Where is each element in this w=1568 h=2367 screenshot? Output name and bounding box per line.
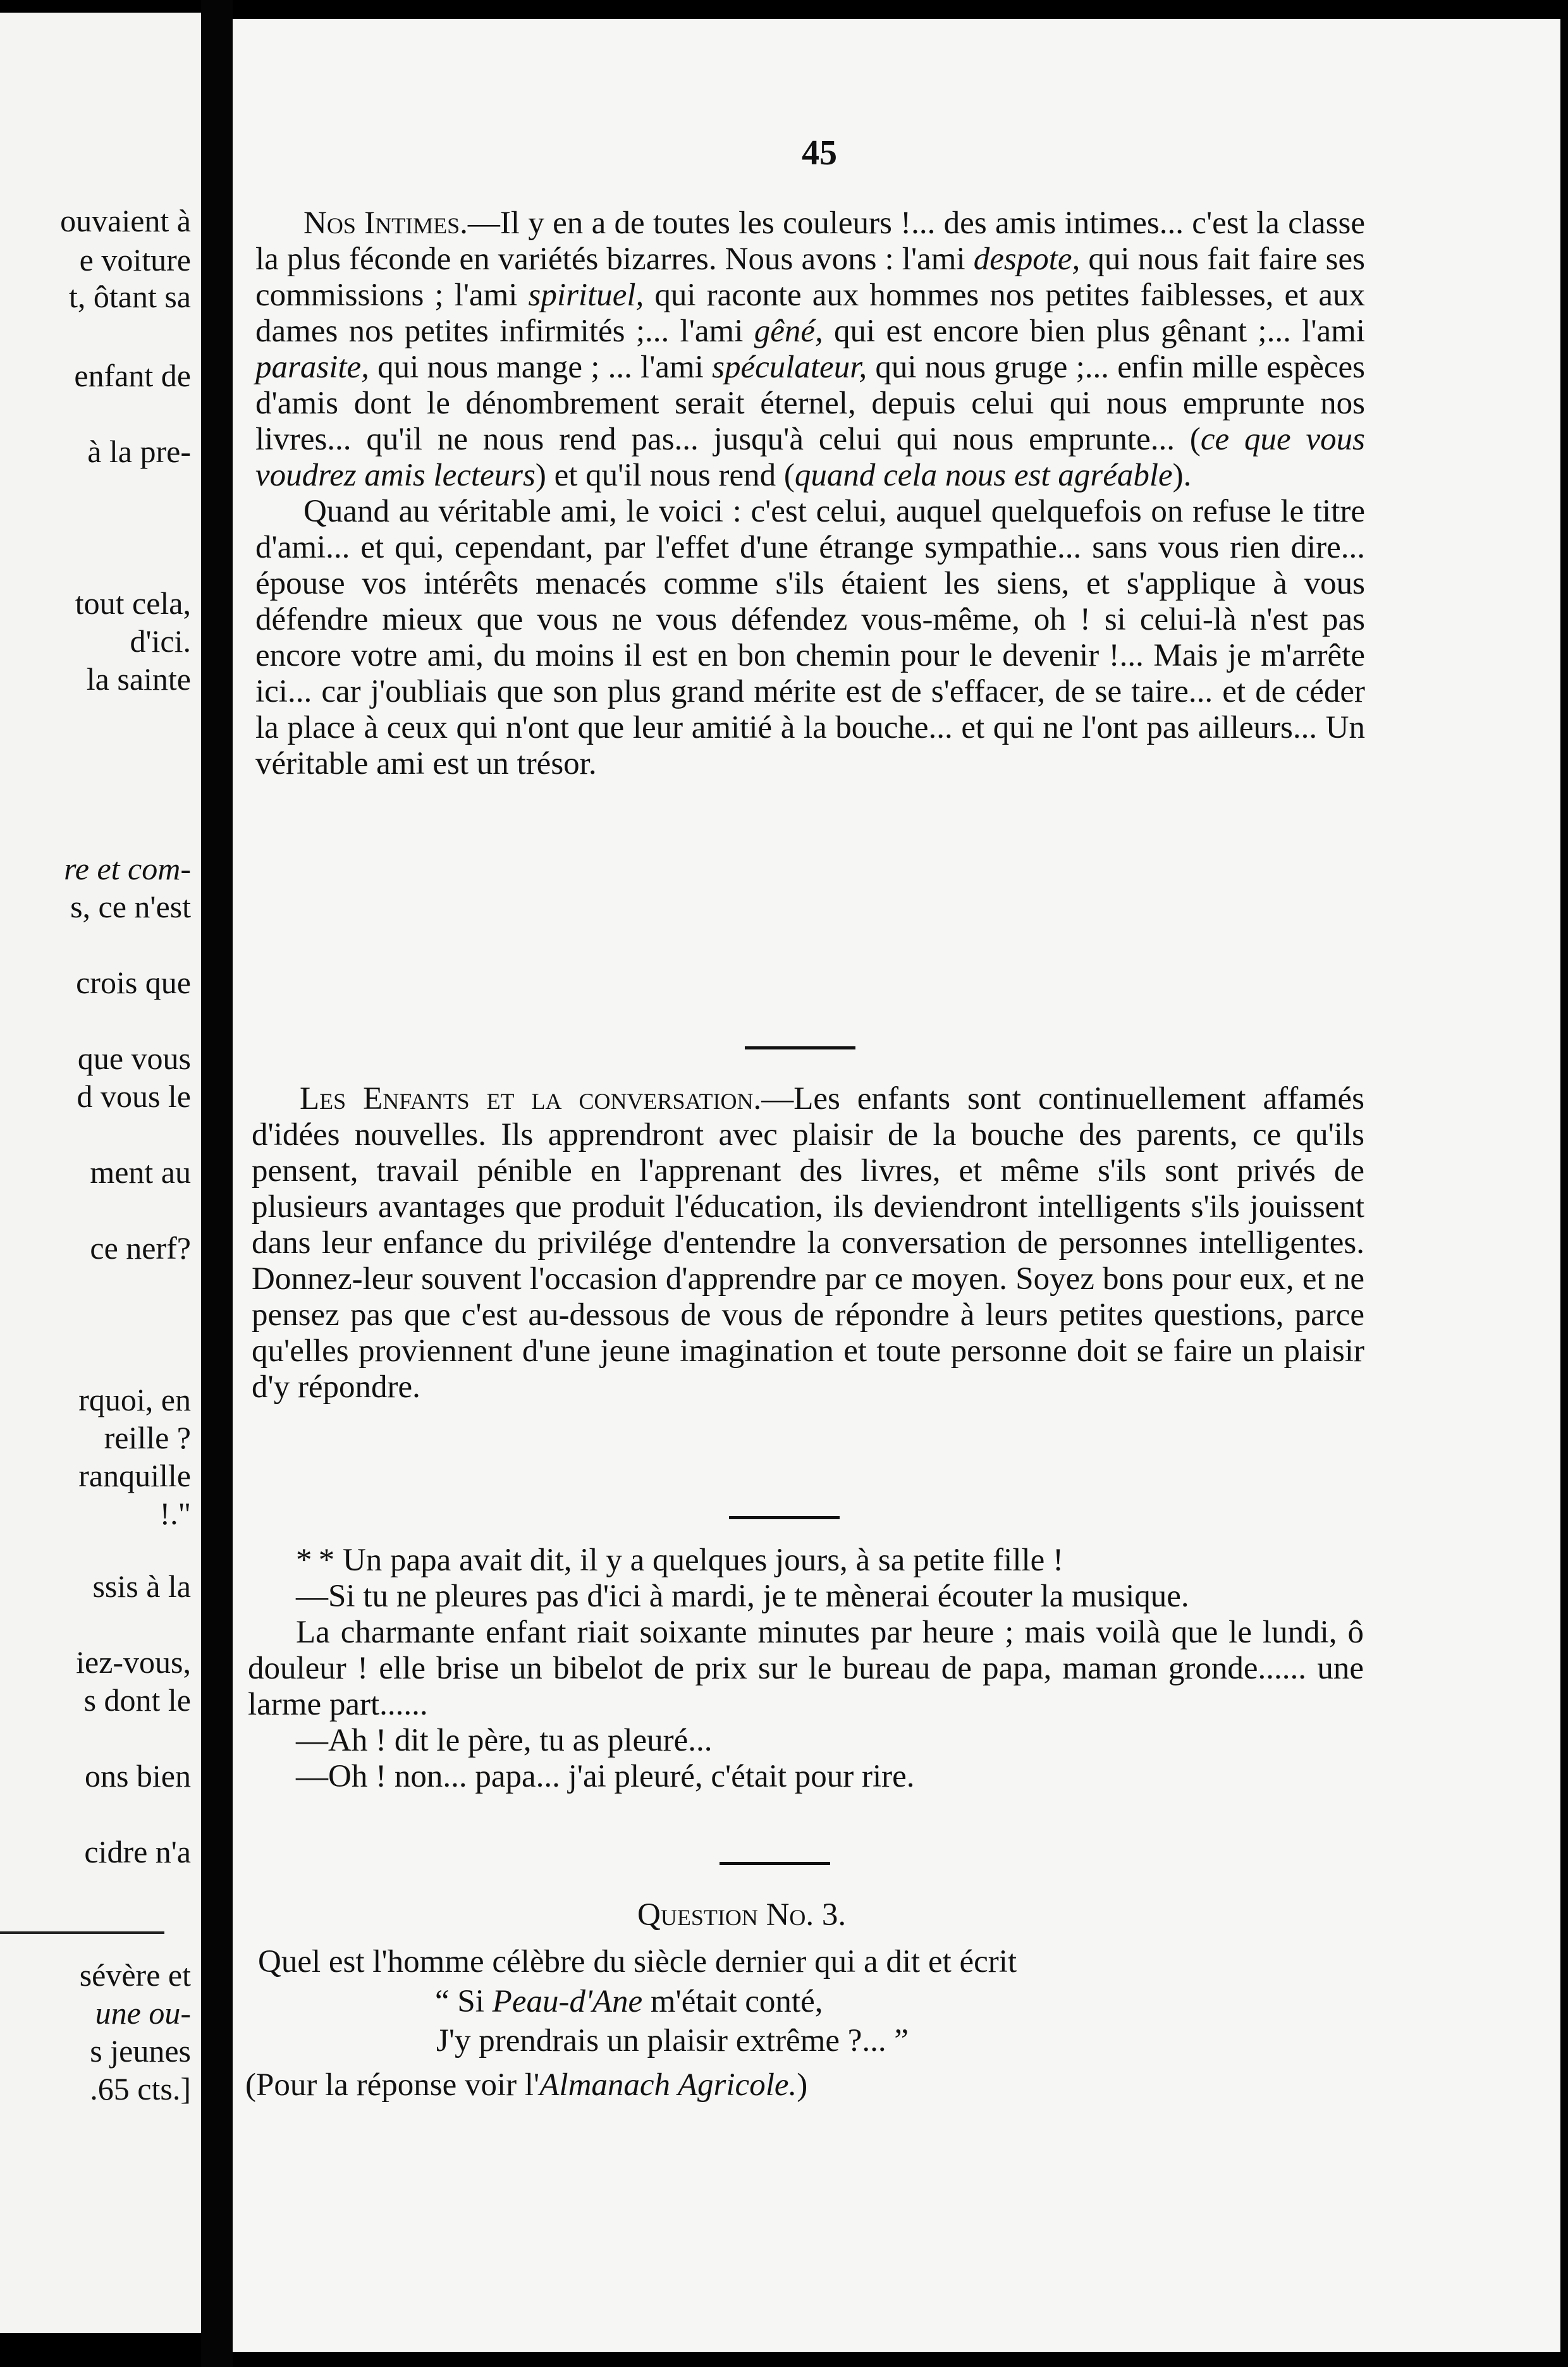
article-enfants (252, 1081, 1364, 1405)
verse-title: Peau-d'Ane (492, 1984, 643, 2019)
intimes-text: qui nous gruge ;... enfin mille espèces d'amis dont le dénombrement serait éternel, depuis celui qui nous emprunte nos livres... qu'il ne nous rend pas... jusqu'à celui qui nous emprunte... ( (255, 350, 1365, 457)
anecdote-line-1 (248, 1543, 1364, 1579)
left-page-fragment (0, 13, 202, 2333)
intimes-term: despote, (973, 242, 1081, 277)
verse-text: “ Si (435, 1984, 493, 2019)
intimes-text: ). (1172, 458, 1192, 493)
intimes-text: ) et qu'il nous rend ( (535, 458, 795, 493)
left-page-line: sévère et (79, 1957, 191, 1993)
question-line: Quel est l'homme célèbre du siècle dernier qui a dit et écrit (258, 1944, 1017, 1979)
left-page-line: ment au (90, 1154, 191, 1190)
intimes-term: parasite, (255, 350, 369, 385)
left-page-line: cidre n'a (84, 1834, 191, 1869)
left-page-line: crois que (76, 965, 191, 1000)
intimes-text: Il y en a de toutes les couleurs !... des amis intimes... c'est la classe la plus féconde en variétés bizarres. Nous avons : l'ami (255, 205, 1365, 277)
enfants-paragraph (252, 1081, 1364, 1405)
intimes-term: spirituel, (528, 278, 644, 313)
intimes-text: qui est encore bien plus gênant ;... l'ami (823, 314, 1365, 349)
enfants-dash: — (761, 1081, 794, 1116)
answer-text: (Pour la réponse voir l' (245, 2067, 540, 2103)
verse-line-1 (435, 1984, 823, 2020)
intimes-aside: ce que vous voudrez amis lecteurs (255, 422, 1365, 493)
answer-title: Almanach Agricole. (539, 2067, 797, 2103)
left-page-line: d'ici. (130, 623, 191, 659)
left-page-line: .65 cts.] (90, 2071, 191, 2107)
anecdote-line-3: La charmante enfant riait soixante minutes par heure ; mais voilà que le lundi, ô douleur ! elle brise un bibelot de prix sur le bureau de papa, maman gronde...... une larme part...... (248, 1615, 1364, 1722)
section-divider (745, 1046, 855, 1049)
anecdote-text: Un papa avait dit, il y a quelques jours, à sa petite fille ! (342, 1543, 1064, 1578)
section-divider (729, 1516, 840, 1519)
left-page-line: s jeunes (90, 2033, 191, 2069)
verse-text: m'était conté, (642, 1984, 823, 2019)
intimes-term: spéculateur, (712, 350, 867, 385)
left-page-line: ssis à la (92, 1569, 191, 1604)
left-page-line: !." (159, 1496, 191, 1531)
intimes-text: qui nous fait faire ses commissions ; l'ami (255, 242, 1365, 313)
anecdote-line-5: —Oh ! non... papa... j'ai pleuré, c'était pour rire. (296, 1759, 915, 1794)
left-page-line: à la pre- (87, 434, 191, 469)
asterism-marker: * * (296, 1543, 335, 1578)
article-anecdote (248, 1543, 1364, 1795)
left-page-line: ouvaient à (60, 203, 191, 238)
intimes-paragraph-1 (255, 205, 1365, 494)
left-page-line: enfant de (74, 358, 191, 393)
page-number: 45 (802, 133, 837, 173)
left-page-line: s dont le (83, 1682, 191, 1718)
left-page-line: ranquille (78, 1458, 191, 1493)
left-page-line: t, ôtant sa (68, 279, 191, 314)
verse-line-2: J'y prendrais un plaisir extrême ?... ” (436, 2023, 909, 2058)
enfants-heading: Les Enfants et la conversation. (300, 1081, 762, 1116)
section-divider (720, 1862, 830, 1865)
intimes-term: gêné, (754, 314, 823, 349)
enfants-text: Les enfants sont continuellement affamés d'idées nouvelles. Ils apprendront avec plaisir de la bouche des parents, ce qu'ils pensent, travail pénible en l'apprenant des livres, et même s'ils sont privés de plusieurs avantages que produit l'éducation, ils deviendront intelligents s'ils jouissent dans leur enfance du privilége d'entendre la conversation de personnes intelligentes. Donnez-leur souvent l'occasion d'apprendre par ce moyen. Soyez bons pour eux, et ne pensez pas que c'est au-dessous de vous de répondre à leurs petites questions, parce qu'elles proviennent d'une jeune imagination et toute personne doit se faire un plaisir d'y répondre. (252, 1081, 1364, 1405)
left-page-line: ons bien (84, 1758, 191, 1794)
left-page-line: s, ce n'est (70, 889, 191, 924)
intimes-paragraph-2: Quand au véritable ami, le voici : c'est celui, auquel quelquefois on refuse le titre d'ami... et qui, cependant, par l'effet d'une étrange sympathie... sans vous rien dire... épouse vos intérêts menacés comme s'ils étaient les siens, et s'applique à vous défendre mieux que vous ne vous défendez vous-même, oh ! si celui-là n'est pas encore votre ami, du moins il est en bon chemin pour le devenir !... Mais je m'arrête ici... car j'oubliais que son plus grand mérite est de s'effacer, de se taire... et de céder la place à ceux qui n'ont que leur amitié à la bouche... et qui ne l'ont pas ailleurs... Un véritable ami est un trésor. (255, 494, 1365, 781)
anecdote-line-2: —Si tu ne pleures pas d'ici à mardi, je te mènerai écouter la musique. (296, 1579, 1189, 1614)
intimes-dash: — (467, 205, 500, 241)
answer-text: ) (797, 2067, 808, 2103)
left-page-line: rquoi, en (78, 1382, 191, 1417)
article-nos-intimes (255, 205, 1365, 782)
intimes-aside: quand cela nous est agréable (794, 458, 1173, 493)
left-page-line: que vous (77, 1041, 191, 1076)
book-gutter (201, 0, 233, 2367)
page (233, 19, 1560, 2352)
left-page-line: tout cela, (75, 585, 191, 621)
left-page-line: la sainte (86, 661, 191, 697)
question-heading: Question No. 3. (637, 1897, 847, 1933)
left-page-line: re et com- (64, 851, 191, 886)
anecdote-line-4: —Ah ! dit le père, tu as pleuré... (296, 1723, 713, 1758)
left-page-line: e voiture (79, 242, 191, 278)
intimes-text: qui raconte aux hommes nos petites faiblesses, et aux dames nos petites infirmités ;... l'ami (255, 278, 1365, 349)
left-page-rule (0, 1931, 164, 1934)
intimes-heading: Nos Intimes. (303, 205, 468, 241)
left-page-line: ce nerf? (90, 1230, 191, 1266)
answer-reference (245, 2067, 807, 2103)
left-page-line: d vous le (77, 1079, 191, 1114)
left-page-line: une ou- (95, 1995, 191, 2031)
left-page-line: reille ? (104, 1420, 191, 1455)
intimes-text: qui nous mange ; ... l'ami (369, 350, 713, 385)
left-page-line: iez-vous, (76, 1644, 191, 1680)
